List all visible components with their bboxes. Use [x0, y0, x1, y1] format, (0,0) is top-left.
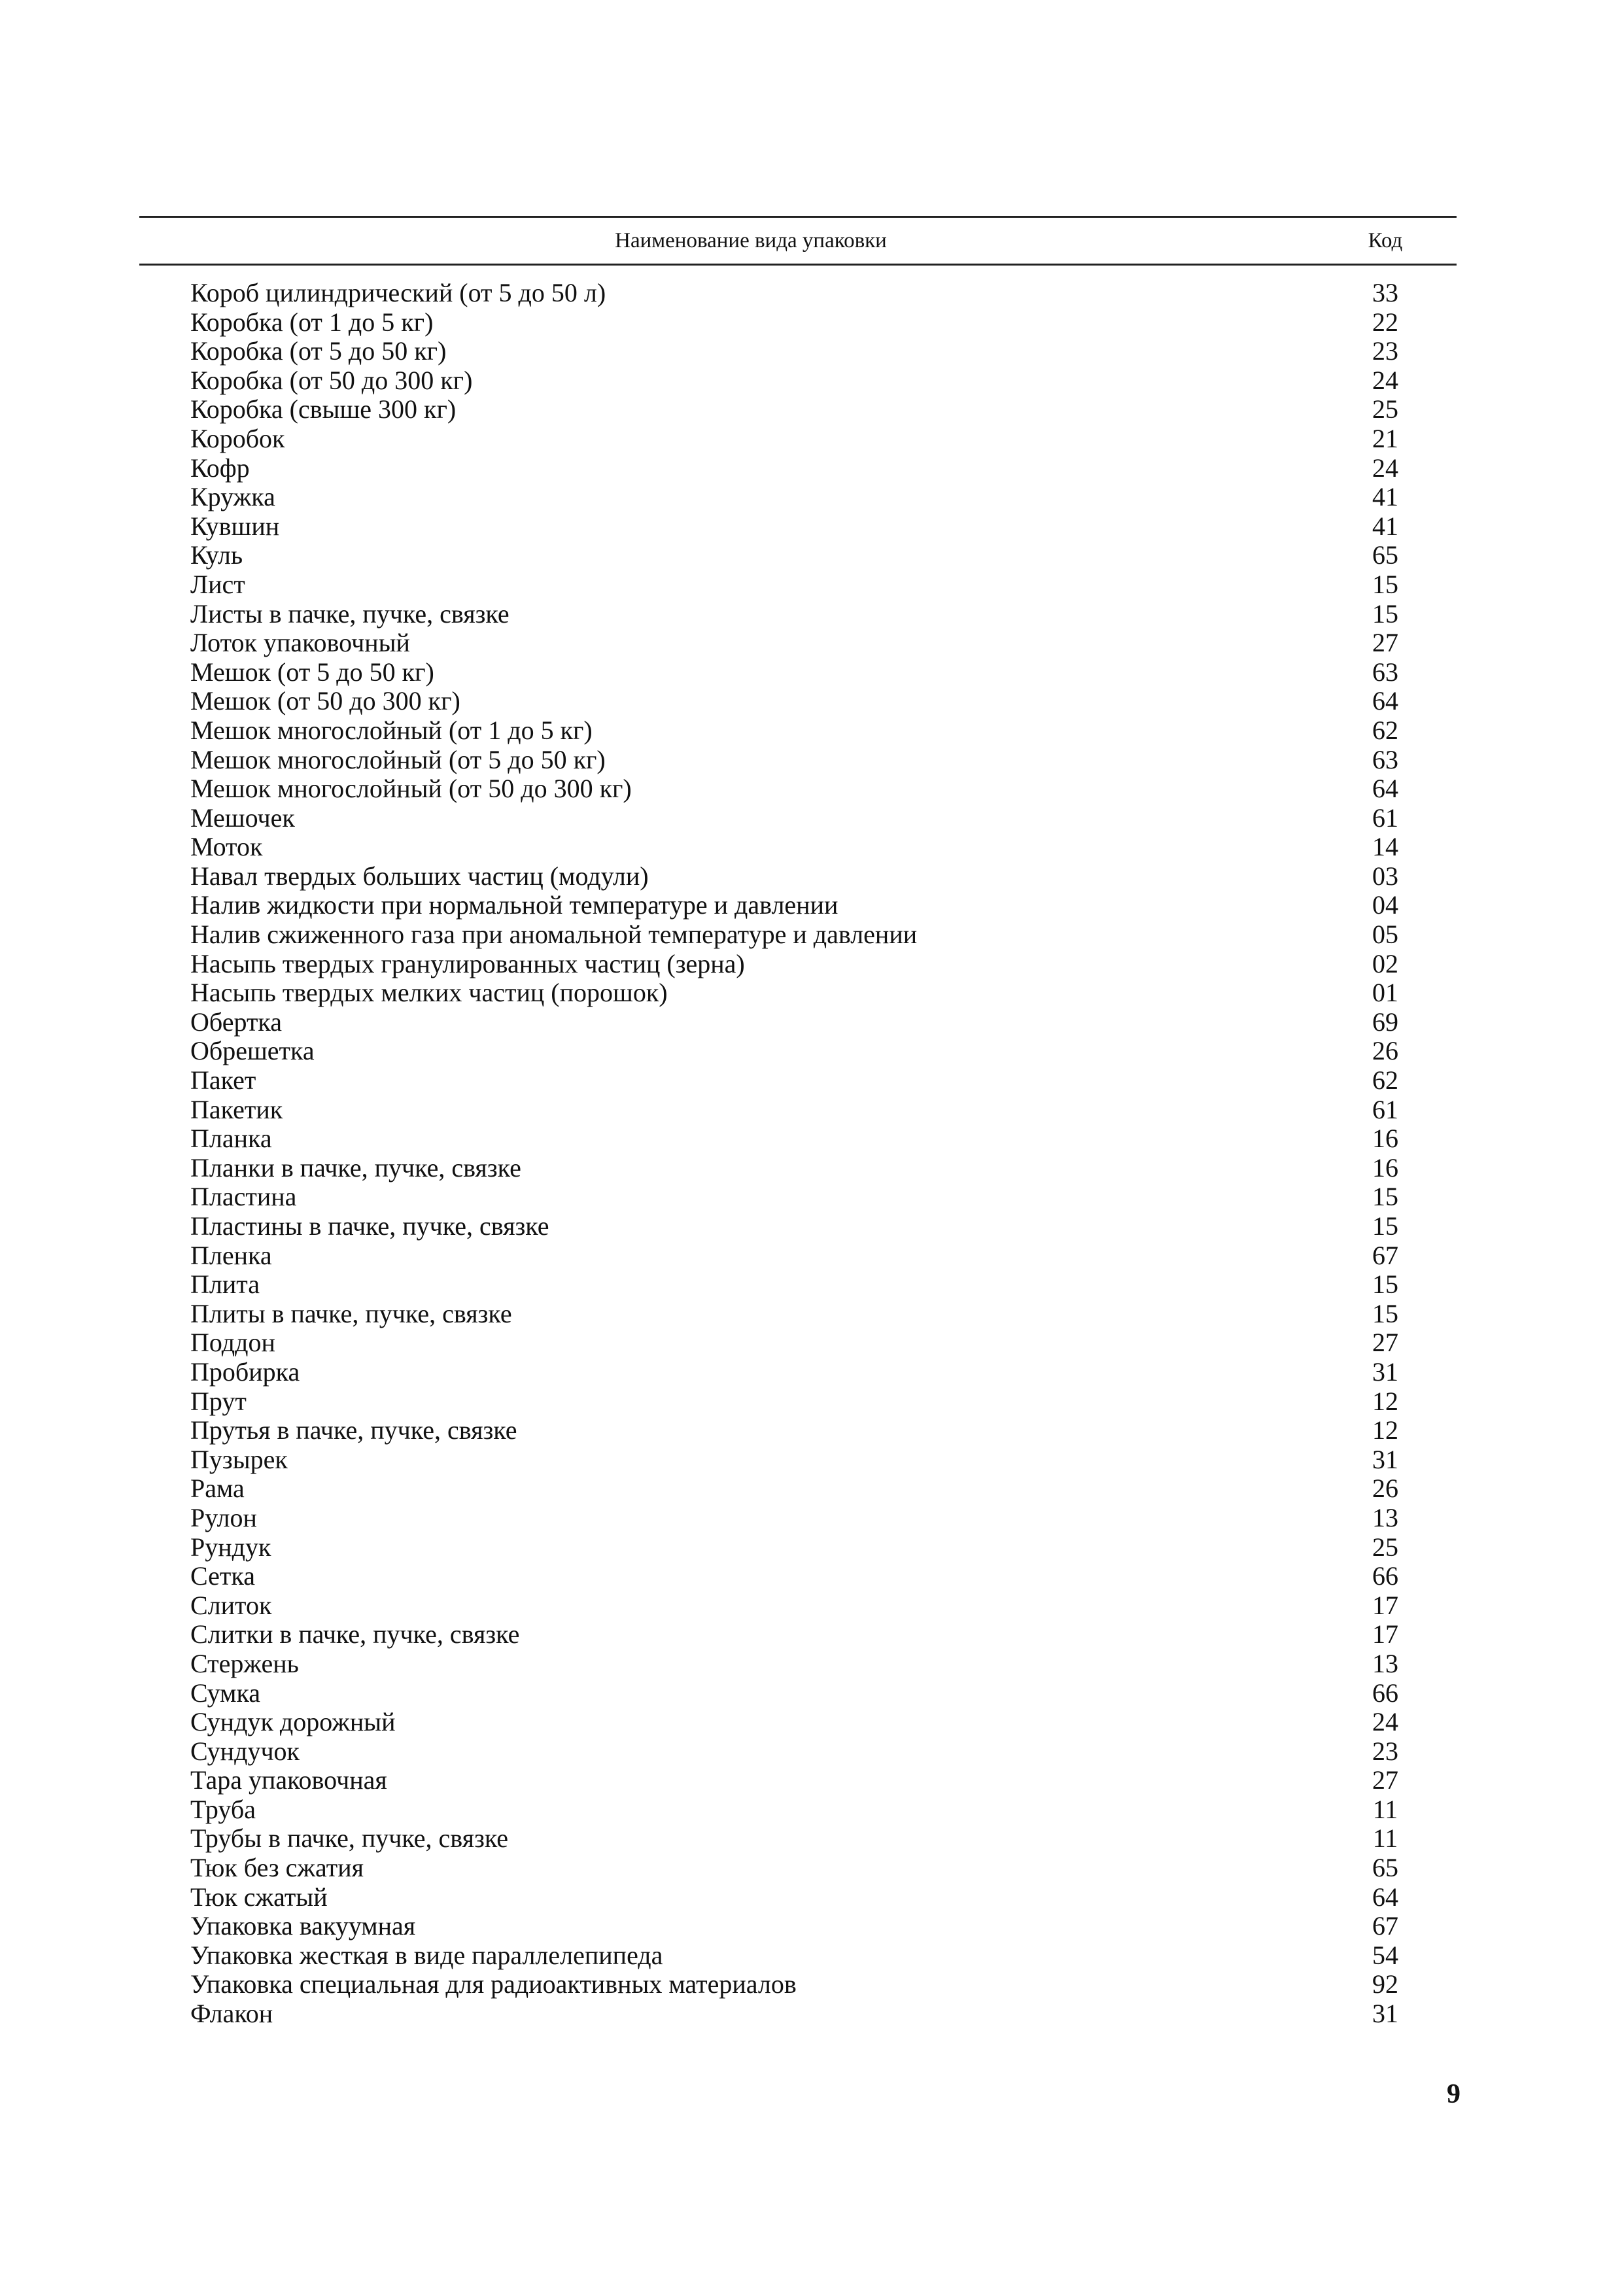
packaging-code: 21	[1372, 423, 1398, 453]
packaging-code: 24	[1372, 365, 1398, 395]
table-row	[139, 978, 1457, 1008]
packaging-name: Налив жидкости при нормальной температуре и давлении	[190, 890, 838, 920]
packaging-code: 23	[1372, 1736, 1398, 1766]
table-row	[139, 1358, 1457, 1387]
packaging-name: Лоток упаковочный	[190, 628, 410, 658]
table-body	[139, 279, 1457, 2029]
table-row	[139, 862, 1457, 891]
packaging-name: Коробка (от 5 до 50 кг)	[190, 336, 447, 366]
packaging-name: Труба	[190, 1794, 256, 1824]
packaging-name: Упаковка вакуумная	[190, 1911, 416, 1941]
table-row	[139, 1096, 1457, 1125]
packaging-code: 15	[1372, 1298, 1398, 1328]
packaging-name: Плита	[190, 1269, 260, 1300]
table-row	[139, 746, 1457, 775]
header-code: Код	[1368, 228, 1403, 252]
packaging-name: Мешок (от 5 до 50 кг)	[190, 657, 434, 687]
table-row	[139, 1300, 1457, 1329]
packaging-code: 24	[1372, 1707, 1398, 1737]
packaging-code: 17	[1372, 1619, 1398, 1649]
packaging-code: 01	[1372, 978, 1398, 1008]
packaging-name: Кофр	[190, 453, 250, 483]
packaging-code: 92	[1372, 1969, 1398, 1999]
table-row	[139, 629, 1457, 658]
packaging-code: 31	[1372, 1356, 1398, 1387]
table-row	[139, 1912, 1457, 1941]
table-row	[139, 774, 1457, 804]
table-row	[139, 920, 1457, 950]
packaging-code: 64	[1372, 774, 1398, 804]
table-row	[139, 570, 1457, 600]
table-row	[139, 424, 1457, 454]
packaging-name: Обрешетка	[190, 1036, 315, 1066]
packaging-code: 15	[1372, 1269, 1398, 1300]
table-row	[139, 658, 1457, 687]
packaging-name: Пластина	[190, 1182, 297, 1212]
packaging-code: 62	[1372, 715, 1398, 745]
packaging-code: 64	[1372, 686, 1398, 716]
packaging-code: 66	[1372, 1678, 1398, 1708]
table-row	[139, 1212, 1457, 1241]
packaging-code: 31	[1372, 1999, 1398, 2029]
packaging-name: Коробка (от 1 до 5 кг)	[190, 307, 434, 337]
packaging-name: Листы в пачке, пучке, связке	[190, 598, 510, 629]
packaging-code: 23	[1372, 336, 1398, 366]
table-row	[139, 308, 1457, 337]
packaging-code: 11	[1372, 1823, 1398, 1854]
packaging-code: 26	[1372, 1474, 1398, 1504]
packaging-name: Тюк без сжатия	[190, 1853, 364, 1883]
packaging-name: Сумка	[190, 1678, 261, 1708]
page-number: 9	[1447, 2079, 1460, 2109]
packaging-name: Рама	[190, 1474, 245, 1504]
packaging-code: 61	[1372, 1094, 1398, 1124]
table-row	[139, 1416, 1457, 1445]
packaging-name: Мешок многослойный (от 5 до 50 кг)	[190, 744, 606, 774]
packaging-code: 15	[1372, 1211, 1398, 1241]
table-row	[139, 1708, 1457, 1737]
table-row	[139, 1562, 1457, 1591]
table-row	[139, 1008, 1457, 1037]
packaging-code: 63	[1372, 657, 1398, 687]
table-row	[139, 1766, 1457, 1795]
packaging-name: Рулон	[190, 1502, 257, 1532]
packaging-name: Прутья в пачке, пучке, связке	[190, 1415, 517, 1445]
packaging-code: 17	[1372, 1590, 1398, 1620]
packaging-code: 15	[1372, 1182, 1398, 1212]
table-row	[139, 1591, 1457, 1621]
packaging-code: 12	[1372, 1415, 1398, 1445]
packaging-name: Кувшин	[190, 511, 280, 541]
packaging-name: Тюк сжатый	[190, 1882, 328, 1912]
packaging-name: Флакон	[190, 1999, 273, 2029]
packaging-name: Короб цилиндрический (от 5 до 50 л)	[190, 278, 606, 307]
packaging-name: Коробок	[190, 423, 285, 453]
packaging-name: Пакет	[190, 1065, 256, 1096]
table-row	[139, 483, 1457, 512]
table-row	[139, 279, 1457, 308]
packaging-name: Налив сжиженного газа при аномальной температуре и давлении	[190, 920, 918, 950]
packaging-name: Мешок (от 50 до 300 кг)	[190, 686, 460, 716]
packaging-name: Куль	[190, 540, 243, 570]
packaging-code: 41	[1372, 482, 1398, 512]
packaging-code: 26	[1372, 1036, 1398, 1066]
table-row	[139, 1037, 1457, 1066]
packaging-name: Тара упаковочная	[190, 1765, 387, 1795]
packaging-code: 03	[1372, 861, 1398, 891]
packaging-name: Пакетик	[190, 1094, 283, 1124]
table-row	[139, 1854, 1457, 1883]
packaging-name: Мешок многослойный (от 1 до 5 кг)	[190, 715, 593, 745]
packaging-name: Мешочек	[190, 802, 295, 833]
table-row	[139, 1504, 1457, 1533]
packaging-name: Кружка	[190, 482, 275, 512]
packaging-code: 67	[1372, 1911, 1398, 1941]
packaging-code: 05	[1372, 920, 1398, 950]
packaging-code: 15	[1372, 569, 1398, 599]
packaging-name: Навал твердых больших частиц (модули)	[190, 861, 649, 891]
table-row	[139, 1824, 1457, 1854]
packaging-name: Пленка	[190, 1240, 272, 1270]
packaging-code: 25	[1372, 394, 1398, 424]
packaging-name: Лист	[190, 569, 245, 599]
packaging-code: 22	[1372, 307, 1398, 337]
packaging-code: 14	[1372, 832, 1398, 862]
table-row	[139, 687, 1457, 716]
table-row	[139, 1270, 1457, 1300]
packaging-name: Слитки в пачке, пучке, связке	[190, 1619, 520, 1649]
table-row	[139, 1883, 1457, 1912]
packaging-code: 69	[1372, 1007, 1398, 1037]
packaging-code: 04	[1372, 890, 1398, 920]
table-row	[139, 1941, 1457, 1971]
packaging-name: Упаковка специальная для радиоактивных материалов	[190, 1969, 797, 1999]
header-name: Наименование вида упаковки	[615, 228, 887, 252]
packaging-name: Пластины в пачке, пучке, связке	[190, 1211, 549, 1241]
packaging-code: 33	[1372, 278, 1398, 307]
packaging-code: 62	[1372, 1065, 1398, 1096]
packaging-code: 31	[1372, 1444, 1398, 1474]
table-row	[139, 1620, 1457, 1649]
packaging-name: Рундук	[190, 1532, 271, 1562]
packaging-code: 12	[1372, 1386, 1398, 1416]
packaging-code: 02	[1372, 948, 1398, 978]
packaging-code: 65	[1372, 540, 1398, 570]
packaging-name: Моток	[190, 832, 263, 862]
packaging-code: 64	[1372, 1882, 1398, 1912]
packaging-code: 63	[1372, 744, 1398, 774]
packaging-code: 27	[1372, 1765, 1398, 1795]
packaging-name: Прут	[190, 1386, 247, 1416]
packaging-name: Планки в пачке, пучке, связке	[190, 1152, 521, 1182]
packaging-name: Планка	[190, 1124, 272, 1154]
table-header	[139, 218, 1457, 264]
table-row	[139, 1124, 1457, 1154]
packaging-name: Слиток	[190, 1590, 272, 1620]
table-row	[139, 716, 1457, 746]
table-row	[139, 1241, 1457, 1271]
packaging-name: Упаковка жесткая в виде параллелепипеда	[190, 1940, 663, 1970]
table-row	[139, 833, 1457, 862]
table-row	[139, 600, 1457, 629]
packaging-code: 25	[1372, 1532, 1398, 1562]
table-row	[139, 1649, 1457, 1679]
packaging-name: Коробка (свыше 300 кг)	[190, 394, 457, 424]
packaging-name: Коробка (от 50 до 300 кг)	[190, 365, 473, 395]
packaging-name: Сундучок	[190, 1736, 300, 1766]
packaging-code: 15	[1372, 598, 1398, 629]
table-row	[139, 454, 1457, 483]
table-row	[139, 804, 1457, 833]
packaging-code: 24	[1372, 453, 1398, 483]
packaging-name: Трубы в пачке, пучке, связке	[190, 1823, 509, 1854]
packaging-code: 11	[1372, 1794, 1398, 1824]
packaging-name: Пузырек	[190, 1444, 288, 1474]
packaging-name: Мешок многослойный (от 50 до 300 кг)	[190, 774, 632, 804]
packaging-code: 65	[1372, 1853, 1398, 1883]
table-row	[139, 950, 1457, 979]
packaging-name: Поддон	[190, 1328, 275, 1358]
packaging-name: Сетка	[190, 1561, 255, 1591]
packaging-code: 13	[1372, 1648, 1398, 1678]
packaging-name: Насыпь твердых гранулированных частиц (зерна)	[190, 948, 745, 978]
packaging-code: 13	[1372, 1502, 1398, 1532]
table-row	[139, 1533, 1457, 1562]
table-row	[139, 366, 1457, 396]
table-row	[139, 1387, 1457, 1417]
packaging-table	[139, 216, 1457, 2029]
table-row	[139, 891, 1457, 920]
table-row	[139, 1182, 1457, 1212]
packaging-code: 16	[1372, 1124, 1398, 1154]
table-row	[139, 1795, 1457, 1825]
table-row	[139, 512, 1457, 542]
packaging-code: 16	[1372, 1152, 1398, 1182]
table-row	[139, 1328, 1457, 1358]
packaging-code: 61	[1372, 802, 1398, 833]
packaging-name: Насыпь твердых мелких частиц (порошок)	[190, 978, 668, 1008]
packaging-code: 67	[1372, 1240, 1398, 1270]
packaging-name: Пробирка	[190, 1356, 300, 1387]
packaging-code: 41	[1372, 511, 1398, 541]
header-rule	[139, 264, 1457, 266]
table-row	[139, 541, 1457, 570]
table-row	[139, 1970, 1457, 1999]
table-row	[139, 337, 1457, 366]
packaging-name: Сундук дорожный	[190, 1707, 396, 1737]
table-row	[139, 1474, 1457, 1504]
packaging-code: 54	[1372, 1940, 1398, 1970]
table-row	[139, 395, 1457, 424]
packaging-name: Плиты в пачке, пучке, связке	[190, 1298, 512, 1328]
packaging-name: Обертка	[190, 1007, 282, 1037]
table-row	[139, 1066, 1457, 1096]
packaging-code: 27	[1372, 1328, 1398, 1358]
packaging-name: Стержень	[190, 1648, 299, 1678]
table-row	[139, 1999, 1457, 2029]
packaging-code: 27	[1372, 628, 1398, 658]
table-row	[139, 1737, 1457, 1767]
table-row	[139, 1679, 1457, 1708]
table-row	[139, 1445, 1457, 1475]
table-row	[139, 1154, 1457, 1183]
packaging-code: 66	[1372, 1561, 1398, 1591]
